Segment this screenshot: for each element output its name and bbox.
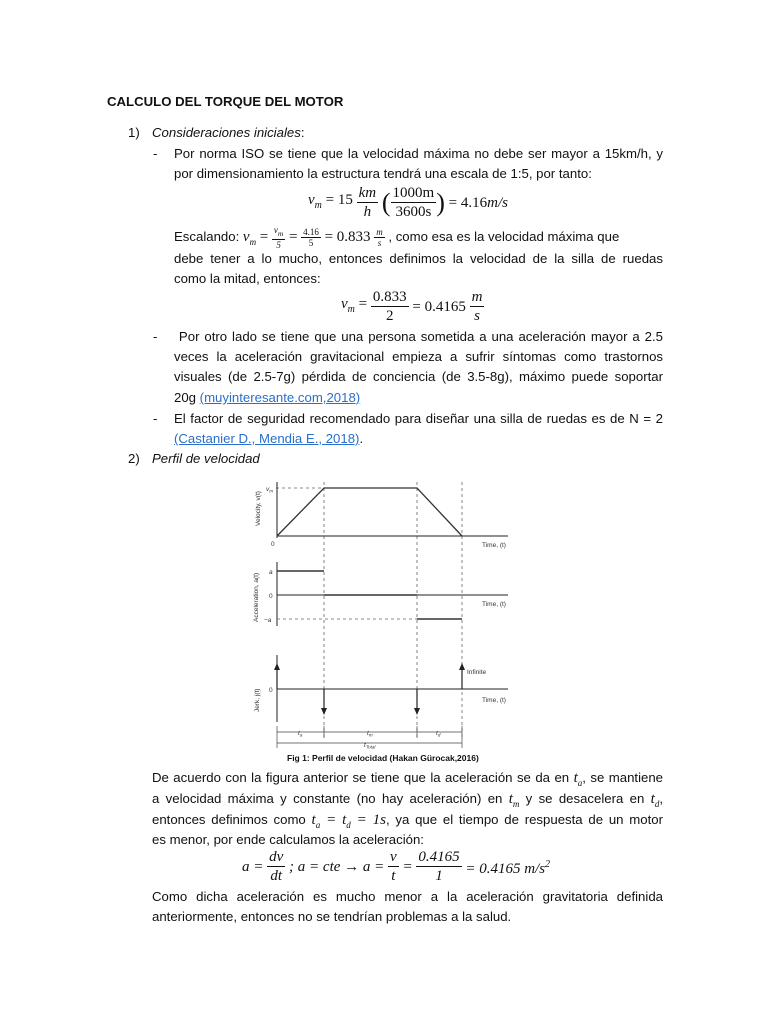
- bullet-3-line-2: (Castanier D., Mendia E., 2018).: [174, 431, 364, 446]
- bullet-3-line-1: El factor de seguridad recomendado para diseñar una silla de ruedas es de N = 2: [174, 411, 663, 426]
- acceleration-time-label: Time, (t): [482, 601, 506, 608]
- citation-link-castanier[interactable]: (Castanier D., Mendia E., 2018): [174, 431, 360, 446]
- vm-label: $v_m$: [266, 486, 273, 494]
- jerk-arrow-down-ta: [321, 708, 327, 715]
- bullet-2-line-2: veces la aceleración gravitacional empieza a sufrir síntomas como trastornos: [174, 349, 663, 364]
- paragraph-1-line-1: De acuerdo con la figura anterior se tiene que la aceleración se da en $t_a$, se mantiene: [152, 770, 663, 788]
- jerk-axis-label: Jerk, j(t): [254, 688, 261, 712]
- bullet-1-line-4: debe tener a lo mucho, entonces definimos la velocidad de la silla de ruedas: [174, 251, 663, 266]
- jerk-arrow-up-start: [274, 663, 280, 670]
- bullet-2-line-1: Por otro lado se tiene que una persona sometida a una aceleración mayor a 2.5: [174, 329, 663, 344]
- velocity-zero-label: 0: [271, 541, 275, 548]
- velocity-trapezoid: [277, 488, 462, 536]
- velocity-profile-figure: [245, 474, 525, 764]
- section-1-number: 1): [128, 125, 140, 140]
- ta-label: $t_a$: [298, 730, 303, 738]
- bullet-1-line-2: por dimensionamiento la estructura tendrá una escala de 1:5, por tanto:: [174, 166, 592, 181]
- bullet-dash: -: [153, 146, 158, 161]
- bullet-2-line-3: visuales (de 2.5-7g) pérdida de conciencia (de 3.5-8g), máximo puede soportar: [174, 369, 663, 384]
- equation-wheelchair-velocity: $v_m$ = $\frac{0.833}{2}$ = 0.4165 $\frac{m}{s}$: [341, 289, 483, 324]
- paragraph-2-line-1: Como dicha aceleración es mucho menor a la aceleración gravitatoria definida: [152, 889, 663, 904]
- equation-acceleration: a = $\frac{dv}{dt}$ ; a = cte → a = $\frac{v}{t}$ = $\frac{0.4165}{1}$ = 0.4165 $m/s^2$: [242, 849, 551, 884]
- section-2-number: 2): [128, 451, 140, 466]
- jerk-time-label: Time, (t): [482, 697, 506, 704]
- section-2-heading: Perfil de velocidad: [152, 451, 260, 466]
- bullet-dash: -: [153, 411, 158, 426]
- equation-max-velocity: $v_m = 15$ $\frac{km}{h}$ ( $\frac{1000m}{3600s}$ ) = 4.16m/s: [308, 185, 508, 220]
- scaling-line: Escalando: $v_m$ = $\frac{v_m}{5}$ = $\frac{4.16}{5}$ = 0.833 $\frac{m}{s}$ , como esa es la velocidad máxima que: [174, 225, 620, 250]
- paragraph-1-line-3: entonces definimos como $t_a = t_d = 1s$, ya que el tiempo de respuesta de un motor: [152, 812, 664, 830]
- jerk-arrow-up-end: [459, 663, 465, 670]
- jerk-arrow-down-tm: [414, 708, 420, 715]
- acceleration-zero-label: 0: [269, 593, 273, 600]
- ttotal-label: $t_{Total}$: [364, 742, 376, 750]
- paragraph-1-line-2: a velocidad máxima y constante (no hay aceleración) en $t_m$ y se desacelera en $t_d$,: [152, 791, 663, 809]
- tm-label: $t_m$: [367, 730, 373, 738]
- bullet-dash: -: [153, 329, 158, 344]
- page-title: CALCULO DEL TORQUE DEL MOTOR: [107, 94, 344, 109]
- paragraph-2-line-2: anteriormente, entonces no se tendrían problemas a la salud.: [152, 909, 512, 924]
- bullet-2-line-4: 20g (muyinteresante.com,2018): [174, 390, 361, 405]
- velocity-time-label: Time, (t): [482, 542, 506, 549]
- acceleration-neg-label: −a: [264, 617, 272, 624]
- velocity-axis-label: Velocity, v(t): [255, 491, 262, 526]
- section-1-heading: Consideraciones iniciales:: [152, 125, 305, 140]
- jerk-infinite-label: Infinite: [467, 669, 487, 676]
- td-label: $t_d$: [436, 730, 441, 738]
- bullet-1-line-5: como la mitad, entonces:: [174, 271, 321, 286]
- bullet-1-line-1: Por norma ISO se tiene que la velocidad máxima no debe ser mayor a 15km/h, y: [174, 146, 663, 161]
- paragraph-1-line-4: es menor, por ende calculamos la aceleración:: [152, 832, 424, 847]
- acceleration-axis-label: Acceleration, a(t): [253, 572, 260, 622]
- acceleration-a-label: a: [269, 569, 273, 576]
- jerk-zero-label: 0: [269, 687, 273, 694]
- figure-caption: Fig 1: Perfil de velocidad (Hakan Gürocak,2016): [287, 753, 479, 763]
- citation-link-muyinteresante[interactable]: (muyinteresante.com,2018): [199, 390, 361, 405]
